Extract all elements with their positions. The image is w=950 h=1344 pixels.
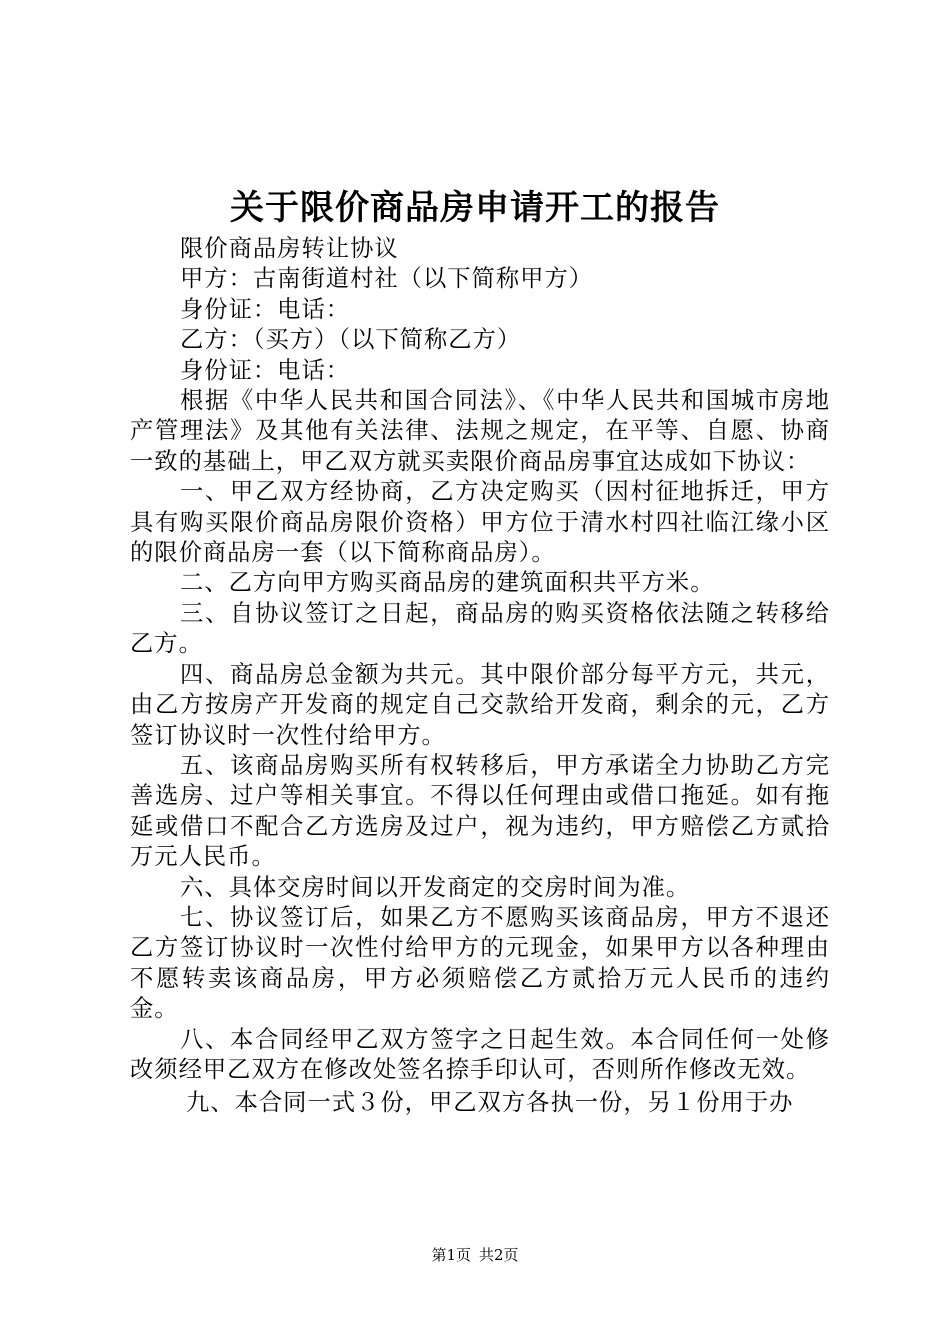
paragraph: 身份证：电话： bbox=[180, 356, 351, 384]
paragraph: 根据《中华人民共和国合同法》、《中华人民共和国城市房地产管理法》及其他有关法律、法规之规定，在平等、自愿、协商一致的基础上，甲乙双方就买卖限价商品房事宜达成如下协议： bbox=[130, 387, 830, 475]
paragraph: 限价商品房转让协议 bbox=[180, 235, 399, 262]
paragraph: 八、本合同经甲乙双方签字之日起生效。本合同任何一处修改须经甲乙双方在修改处签名捺手印认可，否则所作修改无效。 bbox=[130, 1025, 830, 1083]
paragraph: 三、自协议签订之日起，商品房的购买资格依法随之转移给乙方。 bbox=[130, 599, 830, 658]
paragraph: 四、商品房总金额为共元。其中限价部分每平方元，共元，由乙方按房产开发商的规定自己交款给开发商，剩余的元，乙方签订协议时一次性付给甲方。 bbox=[130, 660, 830, 749]
paragraph: 六、具体交房时间以开发商定的交房时间为准。 bbox=[180, 873, 691, 901]
page-number: 第1页 bbox=[431, 1246, 471, 1264]
paragraph: 乙方：（买方）（以下简称乙方） bbox=[180, 326, 522, 354]
paragraph: 身份证：电话： bbox=[180, 295, 351, 323]
page-total: 共2页 bbox=[479, 1246, 519, 1264]
paragraph: 五、该商品房购买所有权转移后，甲方承诺全力协助乙方完善选房、过户等相关事宜。不得以任何理由或借口拖延。如有拖延或借口不配合乙方选房及过户，视为违约，甲方赔偿乙方贰拾万元人民币。 bbox=[130, 751, 830, 871]
paragraph: 二、乙方向甲方购买商品房的建筑面积共平方米。 bbox=[180, 569, 715, 597]
paragraph: 甲方：古南街道村社（以下简称甲方） bbox=[180, 265, 594, 293]
paragraph: 七、协议签订后，如果乙方不愿购买该商品房，甲方不退还乙方签订协议时一次性付给甲方的元现金，如果甲方以各种理由不愿转卖该商品房，甲方必须赔偿乙方贰拾万元人民币的违约金。 bbox=[130, 903, 830, 1023]
document-title: 关于限价商品房申请开工的报告 bbox=[230, 188, 720, 228]
page-footer bbox=[0, 1245, 950, 1265]
paragraph: 一、甲乙双方经协商，乙方决定购买（因村征地拆迁，甲方具有购买限价商品房限价资格）甲方位于清水村四社临江缘小区的限价商品房一套（以下简称商品房）。 bbox=[130, 478, 830, 567]
paragraph: 九、本合同一式３份，甲乙双方各执一份，另１份用于办 bbox=[186, 1089, 794, 1117]
document-body bbox=[130, 234, 830, 1119]
